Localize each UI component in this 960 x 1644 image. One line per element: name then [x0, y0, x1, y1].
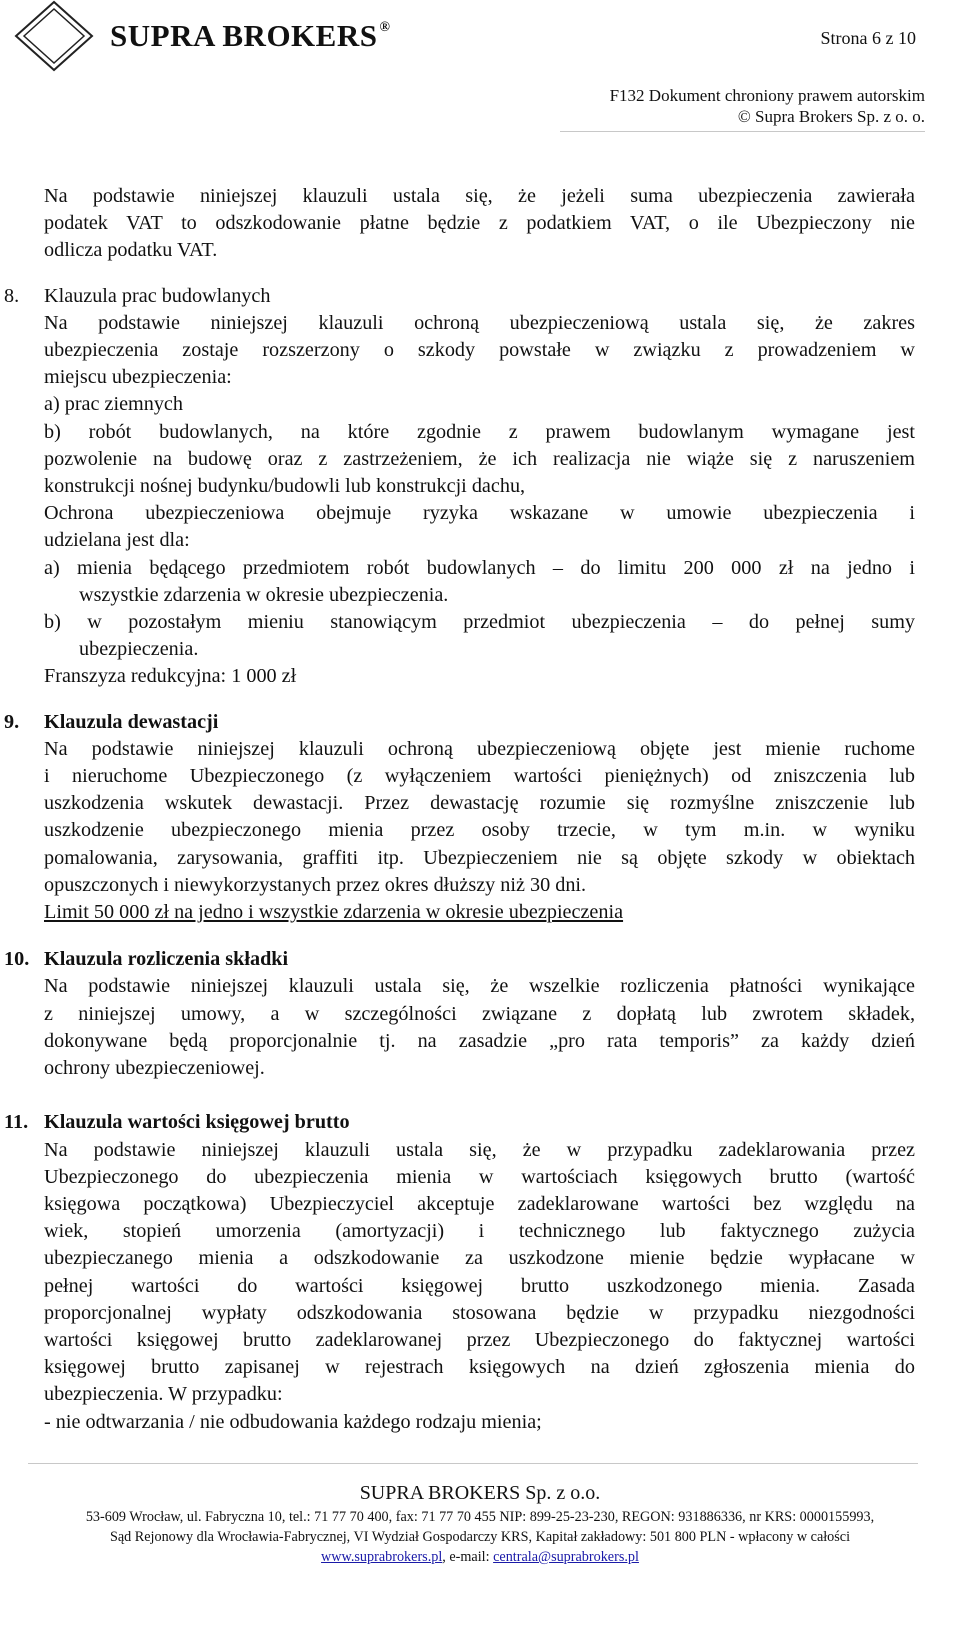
- section-number: 9.: [4, 710, 20, 733]
- section-number: 10.: [4, 948, 30, 971]
- list-item: a) mienia będącego przedmiotem robót budowlanych – do limitu 200 000 zł na jedno i: [44, 556, 915, 579]
- section-title: Klauzula rozliczenia składki: [44, 948, 289, 971]
- text-line: uszkodzenia wskutek dewastacji. Przez dewastację rozumie się rozmyślne zniszczenie lub: [44, 792, 915, 815]
- section-10: [4, 946, 915, 1082]
- page-header: [0, 0, 960, 135]
- text-line: Na podstawie niniejszej klauzuli ustala się, że wszelkie rozliczenia płatności wynikające: [44, 975, 915, 998]
- list-item: - nie odtwarzania / nie odbudowania każdego rodzaju mienia;: [44, 1410, 542, 1433]
- section-title: Klauzula wartości księgowej brutto: [44, 1111, 350, 1134]
- text-line: pomalowania, zarysowania, graffiti itp. Ubezpieczeniem nie są objęte szkody w obiektach: [44, 846, 915, 869]
- section-number: 11.: [4, 1111, 29, 1134]
- brand-logo-text: SUPRA BROKERS ®: [110, 18, 391, 53]
- list-item-continuation: ubezpieczenia.: [79, 638, 199, 661]
- text-line: uszkodzenie ubezpieczonego mienia przez osoby trzecie, w tym m.in. w wyniku: [44, 819, 915, 842]
- text-line: ubezpieczenia. W przypadku:: [44, 1383, 283, 1406]
- text-line: ochrony ubezpieczeniowej.: [44, 1057, 265, 1080]
- text-line: księgowej brutto zapisanej w rejestrach księgowych na dzień zgłoszenia mienia do: [44, 1356, 915, 1379]
- text-line: Ubezpieczonego do ubezpieczenia mienia w wartościach księgowych brutto (wartość: [44, 1165, 915, 1188]
- text-line: ubezpieczanego mienia a odszkodowanie za uszkodzone mienie będzie wypłacane w: [44, 1247, 915, 1270]
- list-item: b) w pozostałym mieniu stanowiącym przedmiot ubezpieczenia – do pełnej sumy: [44, 611, 915, 634]
- limit-text: Limit 50 000 zł na jedno i wszystkie zdarzenia w okresie ubezpieczenia: [44, 901, 624, 924]
- document-body: [4, 183, 915, 1436]
- text-line: dokonywane będą proporcjonalnie tj. na zasadzie „pro rata temporis” za każdy dzień: [44, 1029, 915, 1052]
- text-line: Na podstawie niniejszej klauzuli ustala się, że w przypadku zadeklarowania przez: [44, 1138, 915, 1161]
- text-line: Na podstawie niniejszej klauzuli ochroną ubezpieczeniową objęte jest mienie ruchome: [44, 737, 915, 760]
- text-line: Na podstawie niniejszej klauzuli ustala się, że jeżeli suma ubezpieczenia zawierała: [44, 185, 915, 207]
- list-item: a) prac ziemnych: [44, 393, 183, 416]
- logo-diamond-icon: [10, 0, 98, 72]
- section-heading: [4, 1109, 915, 1136]
- text-line: i nieruchome Ubezpieczonego (z wyłączeniem wartości pieniężnych) od zniszczenia lub: [44, 765, 915, 788]
- list-item-continuation: wszystkie zdarzenia w okresie ubezpieczenia.: [79, 583, 449, 606]
- text-line: proporcjonalnej wypłaty odszkodowania stosowana będzie w przypadku niezgodności: [44, 1301, 915, 1324]
- text-line: Ochrona ubezpieczeniowa obejmuje ryzyka wskazane w umowie ubezpieczenia i: [44, 502, 915, 525]
- section-heading: [4, 709, 915, 736]
- section-11: [4, 1109, 915, 1435]
- section-number: 8.: [4, 284, 20, 307]
- page-number: Strona 6 z 10: [820, 28, 916, 48]
- intro-paragraph: [44, 183, 915, 265]
- text-line: księgowa początkowa) Ubezpieczyciel akceptuje zadeklarowane wartości bez względu na: [44, 1192, 915, 1215]
- document-id: F132 Dokument chroniony prawem autorskim: [609, 86, 925, 105]
- text-line: z niniejszej umowy, a w szczególności związane z dopłatą lub zwrotem składek,: [44, 1002, 915, 1025]
- footer-company-name: SUPRA BROKERS Sp. z o.o.: [359, 1482, 601, 1504]
- text-line: odlicza podatku VAT.: [44, 239, 218, 262]
- section-title: Klauzula prac budowlanych: [44, 284, 271, 307]
- section-8: [4, 283, 915, 691]
- text-line: wartości księgowej brutto zadeklarowanej przez Ubezpieczonego do faktycznej wartości: [44, 1328, 915, 1351]
- text-line: wiek, stopień umorzenia (amortyzacji) i technicznego lub faktycznego zużycia: [44, 1220, 915, 1243]
- text-line: pozwolenie na budowę oraz z zastrzeżeniem, że ich realizacja nie wiąże się z naruszeniem: [44, 447, 915, 470]
- registered-mark: ®: [379, 20, 391, 35]
- franchise-line: Franszyza redukcyjna: 1 000 zł: [44, 665, 297, 688]
- list-item: b) robót budowlanych, na które zgodnie z prawem budowlanym wymagane jest: [44, 420, 915, 443]
- section-heading: [4, 283, 915, 310]
- website-link[interactable]: www.suprabrokers.pl: [321, 1549, 443, 1565]
- limit-line: [44, 899, 915, 926]
- section-title: Klauzula dewastacji: [44, 710, 219, 733]
- section-heading: [4, 946, 915, 973]
- copyright-notice: © Supra Brokers Sp. z o. o.: [737, 107, 925, 126]
- footer-registration: Sąd Rejonowy dla Wrocławia-Fabrycznej, VI Wydział Gospodarczy KRS, Kapitał zakładowy: 501 800 PLN - wpłacony w całości: [109, 1529, 851, 1545]
- text-line: udzielana jest dla:: [44, 529, 190, 552]
- text-line: Na podstawie niniejszej klauzuli ochroną ubezpieczeniową ustala się, że zakres: [44, 311, 915, 334]
- text-line: pełnej wartości do wartości księgowej brutto uszkodzonego mienia. Zasada: [44, 1274, 915, 1297]
- text-line: podatek VAT to odszkodowanie płatne będzie z podatkiem VAT, o ile Ubezpieczony nie: [44, 212, 915, 235]
- email-link[interactable]: centrala@suprabrokers.pl: [493, 1549, 639, 1565]
- text-line: ubezpieczenia zostaje rozszerzony o szkody powstałe w związku z prowadzeniem w: [44, 339, 915, 362]
- footer-divider: [28, 1463, 918, 1464]
- section-9: [4, 709, 915, 927]
- footer-contact: [0, 1549, 960, 1566]
- text-line: opuszczonych i niewykorzystanych przez okres dłuższy niż 30 dni.: [44, 873, 587, 896]
- text-line: miejscu ubezpieczenia:: [44, 366, 232, 389]
- email-label: , e-mail:: [442, 1549, 494, 1565]
- footer-address: 53-609 Wrocław, ul. Fabryczna 10, tel.: 71 77 70 400, fax: 71 77 70 455 NIP: 899-25-23-230, REGON: 931886336, nr KRS: 0000155993,: [85, 1509, 875, 1525]
- header-divider: [560, 131, 925, 132]
- text-line: konstrukcji nośnej budynku/budowli lub konstrukcji dachu,: [44, 475, 526, 498]
